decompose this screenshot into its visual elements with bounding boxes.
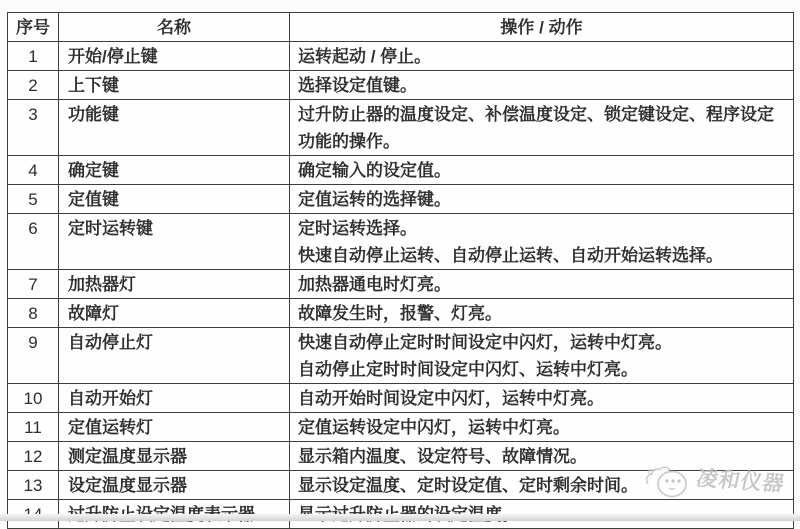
row-name-cell: 功能键 (59, 100, 290, 156)
row-name-cell: 确定键 (59, 156, 290, 185)
row-action-cell (290, 413, 794, 442)
row-number-cell: 11 (8, 413, 59, 442)
row-number-cell: 1 (8, 42, 59, 71)
page-bottom-shadow (0, 514, 800, 521)
row-name-cell: 设定温度显示器 (59, 471, 290, 500)
action-line: 加热器通电时灯亮。 (298, 275, 451, 294)
table-row (8, 328, 794, 384)
row-name-cell: 自动停止灯 (59, 328, 290, 384)
action-line: 显示设定温度、定时设定值、定时剩余时间。 (298, 476, 638, 495)
row-name-cell: 故障灯 (59, 299, 290, 328)
action-line: 快速自动停止运转、自动停止运转、自动开始运转选择。 (298, 246, 723, 265)
row-action-cell (290, 100, 794, 156)
action-line: 运转起动 / 停止。 (298, 47, 432, 66)
row-action-cell (290, 185, 794, 214)
row-number-cell: 7 (8, 270, 59, 299)
row-action-cell (290, 299, 794, 328)
row-number-cell: 12 (8, 442, 59, 471)
action-line: 显示箱内温度、设定符号、故障情况。 (298, 447, 587, 466)
header-action: 操作 / 动作 (290, 13, 794, 42)
table-row (8, 299, 794, 328)
table-row (8, 100, 794, 156)
action-line: 定值运转的选择键。 (298, 190, 451, 209)
action-line: 定时运转选择。 (298, 219, 417, 238)
table-row (8, 214, 794, 270)
row-number-cell: 10 (8, 384, 59, 413)
row-action-cell (290, 71, 794, 100)
row-name-cell: 自动开始灯 (59, 384, 290, 413)
action-line: 自动停止定时时间设定中闪灯、运转中灯亮。 (298, 360, 638, 379)
row-name-cell: 定值运转灯 (59, 413, 290, 442)
row-number-cell: 5 (8, 185, 59, 214)
operation-spec-table (7, 12, 794, 529)
table-row (8, 42, 794, 71)
action-line: 过升防止器的温度设定、补偿温度设定、锁定键设定、程序设定 (298, 105, 774, 124)
action-line: 定值运转设定中闪灯，运转中灯亮。 (298, 418, 570, 437)
row-name-cell: 测定温度显示器 (59, 442, 290, 471)
row-name-cell: 定时运转键 (59, 214, 290, 270)
table-row (8, 442, 794, 471)
row-action-cell (290, 270, 794, 299)
row-number-cell: 8 (8, 299, 59, 328)
table-row (8, 471, 794, 500)
row-number-cell: 3 (8, 100, 59, 156)
table-header-row (8, 13, 794, 42)
row-number-cell: 6 (8, 214, 59, 270)
row-action-cell (290, 471, 794, 500)
row-action-cell (290, 156, 794, 185)
row-name-cell: 开始/停止键 (59, 42, 290, 71)
row-name-cell: 上下键 (59, 71, 290, 100)
row-action-cell (290, 328, 794, 384)
row-action-cell (290, 214, 794, 270)
table-row (8, 71, 794, 100)
action-line: 功能的操作。 (298, 132, 400, 151)
action-line: 确定输入的设定值。 (298, 161, 451, 180)
header-no: 序号 (8, 13, 59, 42)
action-line: 故障发生时，报警、灯亮。 (298, 304, 502, 323)
action-line: 自动开始时间设定中闪灯，运转中灯亮。 (298, 389, 604, 408)
action-line: 选择设定值键。 (298, 76, 417, 95)
row-number-cell: 2 (8, 71, 59, 100)
table-row (8, 270, 794, 299)
row-number-cell: 13 (8, 471, 59, 500)
row-number-cell: 4 (8, 156, 59, 185)
row-action-cell (290, 384, 794, 413)
table-row (8, 384, 794, 413)
row-name-cell: 定值键 (59, 185, 290, 214)
table-row (8, 413, 794, 442)
row-number-cell: 9 (8, 328, 59, 384)
header-name: 名称 (59, 13, 290, 42)
row-action-cell (290, 42, 794, 71)
row-action-cell (290, 442, 794, 471)
watermark-text: 凌和仪器 (694, 467, 787, 496)
table-row (8, 156, 794, 185)
row-name-cell: 加热器灯 (59, 270, 290, 299)
table-row (8, 185, 794, 214)
action-line: 快速自动停止定时时间设定中闪灯，运转中灯亮。 (298, 333, 672, 352)
